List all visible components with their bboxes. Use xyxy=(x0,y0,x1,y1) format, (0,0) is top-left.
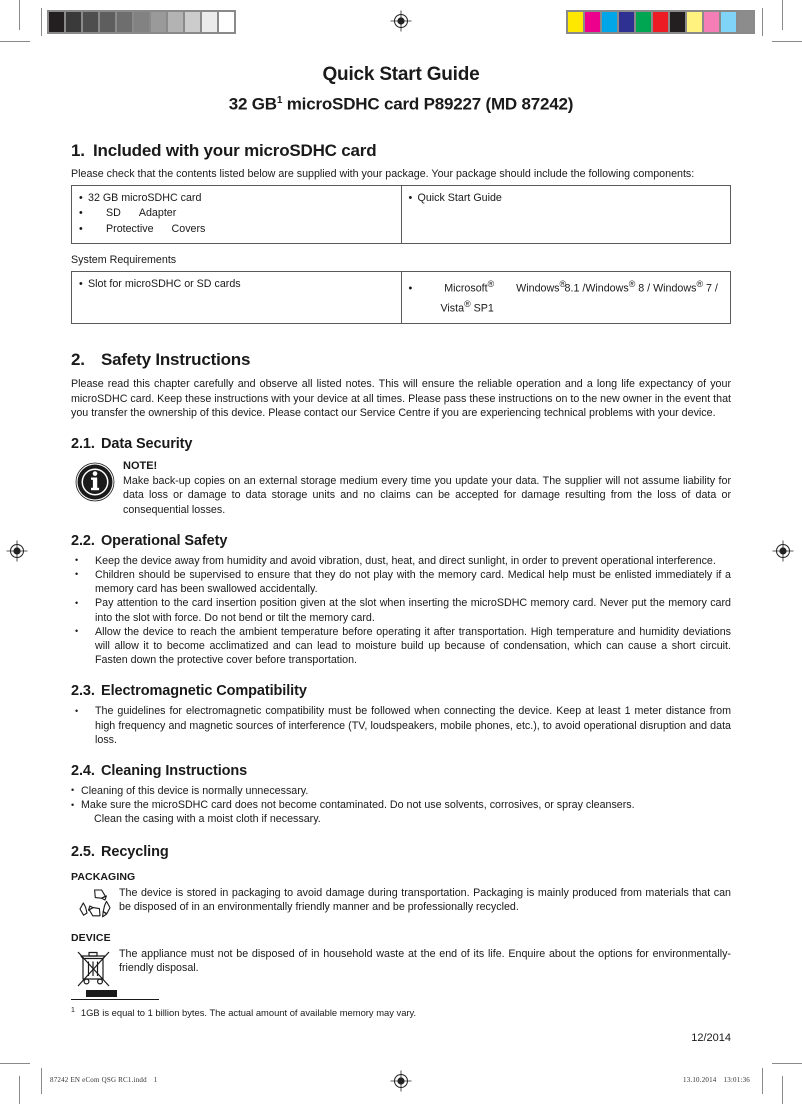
emc-list xyxy=(71,704,731,747)
subtitle-prefix: 32 GB xyxy=(228,94,277,114)
operational-safety-list xyxy=(71,554,731,668)
footnote xyxy=(71,1005,731,1019)
bullet-glyph: • xyxy=(79,278,83,291)
registered-mark: ® xyxy=(464,299,471,310)
heading-section-2-4 xyxy=(71,762,731,780)
heading-section-2-3-number: 2.3. xyxy=(71,683,95,700)
list-item xyxy=(409,277,724,317)
list-item: • The guidelines for electromagnetic compatibility must be followed when connecting the device. Keep at least 1 meter distance from high frequency and magnetic sources of interference (TV, loudspeakers, mobile phones, etc.), to avoid operational disruption and data loss. xyxy=(71,704,731,747)
os-vista-sp: SP1 xyxy=(470,302,494,315)
color-swatch-10 xyxy=(737,11,754,33)
list-item-label: Cleaning of this device is normally unnecessary. xyxy=(81,784,309,797)
os-versions-c: 7 / xyxy=(703,282,718,295)
list-item-label-2: Adapter xyxy=(138,207,177,220)
list-item-label-2: Covers xyxy=(171,222,206,235)
list-item-label: Make sure the microSDHC card does not become contaminated. Do not use solvents, corrosives, or spray cleansers. xyxy=(81,799,635,812)
crop-mark-bottom-left-horizontal xyxy=(0,1063,30,1064)
list-item xyxy=(79,277,394,293)
registered-mark: ® xyxy=(628,279,636,290)
slug-time: 13:01:36 xyxy=(723,1076,750,1084)
date-line: 12/2014 xyxy=(691,1031,731,1044)
package-contents-left-cell xyxy=(72,185,402,244)
grayscale-swatch-0 xyxy=(48,11,65,33)
wee-solid-bar xyxy=(86,990,117,997)
note-title: NOTE! xyxy=(123,460,158,473)
note-block xyxy=(71,459,731,517)
heading-section-2-5-text: Recycling xyxy=(101,843,169,860)
registered-mark: ® xyxy=(696,279,703,290)
packaging-text: The device is stored in packaging to avoid damage during transportation. Packaging is mainly produced from materials that can be disposed of in an environmentally friendly manner and be professionally recycled. xyxy=(119,886,731,913)
table-row xyxy=(72,272,731,324)
heading-section-2-1 xyxy=(71,435,731,453)
heading-section-2-3-text: Electromagnetic Compatibility xyxy=(101,683,307,700)
recycling-arrows-icon xyxy=(75,887,115,921)
heading-section-2-4-text: Cleaning Instructions xyxy=(101,762,248,779)
list-item xyxy=(71,784,731,798)
list-item-label: Slot for microSDHC or SD cards xyxy=(88,278,241,291)
footnote-text: 1GB is equal to 1 billion bytes. The actual amount of available memory may vary. xyxy=(80,1006,417,1018)
list-item xyxy=(409,191,724,207)
slug-right xyxy=(683,1076,750,1084)
heading-section-1-number: 1. xyxy=(71,140,85,160)
heading-section-2-2 xyxy=(71,532,731,550)
page-subtitle xyxy=(71,87,731,117)
list-item: • Keep the device away from humidity and avoid vibration, dust, heat, and direct sunlight, in order to prevent operational interference. xyxy=(71,554,731,568)
list-item: • Children should be supervised to ensure that they do not play with the memory card. Medical help must be enlisted immediately if a memory card has been swallowed accidentally. xyxy=(71,568,731,596)
system-requirements-table xyxy=(71,271,731,324)
crop-mark-inner-left xyxy=(41,8,42,36)
crop-mark-top-right-horizontal xyxy=(772,41,802,42)
section-1-intro: Please check that the contents listed below are supplied with your package. Your package should include the following components: xyxy=(71,167,695,180)
slug-page-number: 1 xyxy=(153,1076,158,1084)
packaging-label: PACKAGING xyxy=(71,870,136,883)
subtitle-footnote-marker: 1 xyxy=(276,95,283,106)
bullet-glyph: • xyxy=(408,191,413,204)
crop-mark-top-right-vertical xyxy=(782,0,783,30)
page-title: Quick Start Guide xyxy=(322,64,480,85)
registered-mark: ® xyxy=(487,279,495,290)
bullet-glyph: • xyxy=(79,207,83,220)
subtitle-suffix: microSDHC card P89227 (MD 87242) xyxy=(282,94,574,114)
sysreq-left-cell xyxy=(72,272,402,324)
os-versions-b: 8 / Windows xyxy=(635,282,697,295)
list-item-label: Quick Start Guide xyxy=(417,191,502,204)
bullet-glyph: • xyxy=(408,282,413,295)
cleaning-list xyxy=(71,784,731,827)
crop-mark-top-left-vertical xyxy=(19,0,20,30)
info-circle-icon xyxy=(75,462,115,502)
list-item: • Allow the device to reach the ambient temperature before operating it after transportation. High temperature and humidity deviations will allow it to become acclimatized and can lead to moisture build up because of condensation, which can cause a short circuit. Fasten down the protective cover before transportation. xyxy=(71,625,731,668)
bullet-glyph: • xyxy=(79,191,83,204)
heading-section-2-5-number: 2.5. xyxy=(71,843,95,860)
crossed-out-wheelie-bin-icon xyxy=(75,948,115,994)
footnote-marker: 1 xyxy=(71,1006,75,1014)
device-text: The appliance must not be disposed of in household waste at the end of its life. Enquire about the options for environmentally-friendly disposal. xyxy=(119,947,731,974)
list-item xyxy=(79,191,394,207)
crop-mark-bottom-right-horizontal xyxy=(772,1063,802,1064)
heading-section-2-number: 2. xyxy=(71,350,85,370)
page-content xyxy=(71,0,731,1045)
crop-mark-inner-right xyxy=(762,8,763,36)
device-block xyxy=(71,947,731,981)
crop-mark-top-left-horizontal xyxy=(0,41,30,42)
heading-section-2-text: Safety Instructions xyxy=(101,350,251,370)
heading-section-2-1-number: 2.1. xyxy=(71,436,95,453)
imposition-slug xyxy=(0,1070,802,1094)
heading-section-2-5 xyxy=(71,843,731,861)
list-item-label-cont: Clean the casing with a moist cloth if necessary. xyxy=(94,813,321,826)
list-item-label: Protective xyxy=(106,222,154,235)
heading-section-1-text: Included with your microSDHC card xyxy=(93,140,377,160)
registered-mark: ® xyxy=(559,279,567,290)
list-item xyxy=(79,206,394,222)
device-label: DEVICE xyxy=(71,931,111,944)
footnote-rule xyxy=(71,999,159,1000)
packaging-block xyxy=(71,886,731,920)
heading-section-2-1-text: Data Security xyxy=(101,436,193,453)
list-item-label: SD xyxy=(106,207,121,220)
slug-date: 13.10.2014 xyxy=(683,1076,717,1084)
os-vista: Vista xyxy=(440,302,465,315)
os-versions-a: 8.1 /Windows xyxy=(564,282,629,295)
package-contents-table xyxy=(71,185,731,245)
system-requirements-label: System Requirements xyxy=(71,254,177,267)
slug-left xyxy=(50,1076,158,1084)
package-contents-right-cell xyxy=(401,185,731,244)
os-line-2 xyxy=(409,297,724,317)
heading-section-2-4-number: 2.4. xyxy=(71,762,95,779)
os-family: Windows xyxy=(516,282,560,295)
list-item-label: 32 GB microSDHC card xyxy=(88,191,202,204)
heading-section-2-3 xyxy=(71,682,731,700)
sysreq-right-cell xyxy=(401,272,731,324)
list-item xyxy=(71,798,731,826)
section-2-intro: Please read this chapter carefully and observe all listed notes. This will ensure the reliable operation and a long life expectancy of your microSDHC card. Keep these instructions with your device at all times. Please pass these instructions on to the new owner in the event that you transfer the ownership of this device. Please contact our Service Centre if you are experiencing technical problems with your device. xyxy=(71,378,731,419)
os-vendor: Microsoft xyxy=(444,282,488,295)
list-item: • Pay attention to the card insertion position given at the slot when inserting the microSDHC memory card. Never put the memory card into the slot with force. Do not bend or tilt the memory card. xyxy=(71,596,731,624)
heading-section-2 xyxy=(71,350,731,370)
registration-target-icon-left xyxy=(6,540,28,562)
table-row xyxy=(72,185,731,244)
heading-section-2-2-number: 2.2. xyxy=(71,532,95,549)
heading-section-2-2-text: Operational Safety xyxy=(101,532,228,549)
registration-target-icon-right xyxy=(772,540,794,562)
list-item xyxy=(79,222,394,238)
heading-section-1 xyxy=(71,141,731,161)
slug-filename: 87242 EN eCom QSG RC1.indd xyxy=(50,1076,147,1084)
note-text: Make back-up copies on an external storage medium every time you update your data. The supplier will not assume liability for data loss or damage to data storage units and no claims can be accepted for damage resulting from the loss of data or consequential losses. xyxy=(123,475,731,516)
bullet-glyph: • xyxy=(79,222,83,235)
